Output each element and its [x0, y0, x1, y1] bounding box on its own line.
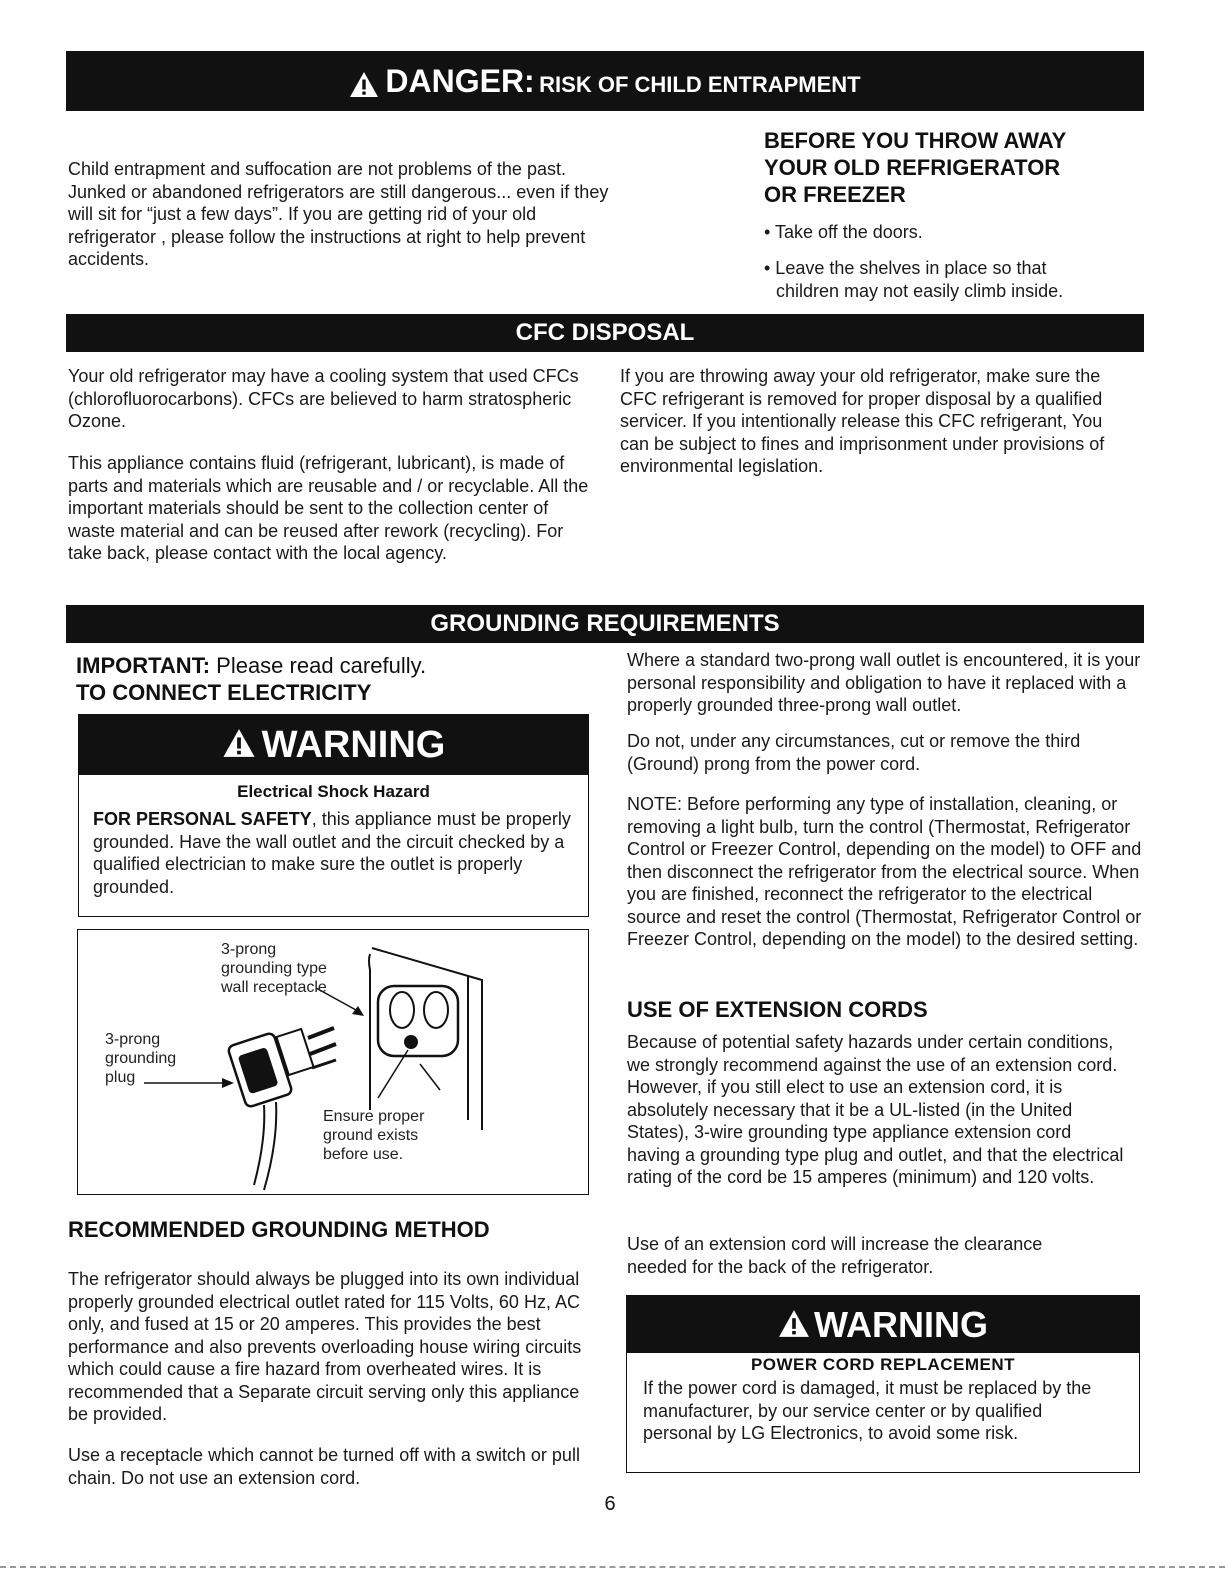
important-line: [76, 652, 426, 679]
bullet-leave-shelves-line-1: • Leave the shelves in place so that: [764, 258, 1047, 278]
power-cord-replacement-title: POWER CORD REPLACEMENT: [750, 1355, 1016, 1374]
receptacle-label: [221, 940, 327, 997]
cfc-left-paragraph-1: Your old refrigerator may have a cooling system that used CFCs (chlorofluorocarbons). CFCs are believed to harm stratospheric Ozone.: [68, 366, 579, 431]
warning-header: [79, 715, 588, 775]
grounding-banner: [66, 605, 1144, 643]
receptacle-label-line-2: grounding type: [221, 960, 327, 977]
warning-triangle-icon: [349, 71, 379, 98]
extension-paragraph-1: Because of potential safety hazards under certain conditions, we strongly recommend against the use of an extension cord. However, if you still elect to use an extension cord, it is absolutely necessary that it be a UL-listed (in the United States), 3-wire grounding type appliance extension cord having a grounding type plug and outlet, and that the electrical rating of the cord be 15 amperes (minimum) and 120 volts.: [627, 1032, 1124, 1187]
bullet-leave-shelves: [764, 257, 1164, 302]
cfc-left-paragraph-2: This appliance contains fluid (refrigerant, lubricant), is made of parts and materials which are reusable and / or recyclable. All the important materials should be sent to the collection center of waste material and can be reused after rework (recycling). For take back, please contact with the local agency.: [68, 453, 589, 563]
extension-cords-heading: USE OF EXTENSION CORDS: [627, 997, 928, 1022]
power-cord-replacement-text: If the power cord is damaged, it must be replaced by the manufacturer, by our service center or by qualified personal by LG Electronics, to avoid some risk.: [643, 1378, 1092, 1443]
important-text: Please read carefully.: [210, 653, 427, 678]
recommended-grounding-heading: RECOMMENDED GROUNDING METHOD: [68, 1217, 490, 1242]
cfc-disposal-banner: [66, 314, 1144, 352]
power-cord-warning-box: [626, 1295, 1140, 1473]
warning-triangle-icon: [778, 1309, 810, 1338]
receptacle-label-line-3: wall receptacle: [221, 979, 327, 996]
electrical-shock-warning-box: [78, 714, 589, 917]
before-title-line-3: OR FREEZER: [764, 182, 906, 207]
personal-safety-label: FOR PERSONAL SAFETY: [93, 809, 312, 829]
electrical-shock-hazard-title: Electrical Shock Hazard: [237, 782, 430, 801]
plug-label-line-3: plug: [105, 1069, 136, 1086]
two-prong-paragraph: Where a standard two-prong wall outlet is encountered, it is your personal responsibility and obligation to have it replaced with a properly grounded three-prong wall outlet.: [627, 650, 1141, 715]
danger-heading: [349, 63, 861, 99]
connect-electricity-heading: TO CONNECT ELECTRICITY: [76, 680, 372, 705]
plug-label-line-2: grounding: [105, 1050, 177, 1067]
page-number: 6: [604, 1493, 616, 1515]
receptacle-label-line-1: 3-prong: [221, 941, 277, 958]
danger-banner: [66, 51, 1144, 111]
ensure-ground-line-2: ground exists: [323, 1127, 419, 1144]
danger-subtitle: RISK OF CHILD ENTRAPMENT: [539, 72, 861, 97]
grounding-title: GROUNDING REQUIREMENTS: [430, 610, 780, 637]
important-label: IMPORTANT:: [76, 653, 211, 678]
before-throw-away-heading: [764, 127, 1184, 208]
method-paragraph-1: The refrigerator should always be plugged into its own individual properly grounded electrical outlet rated for 115 Volts, 60 Hz, AC only, and fused at 15 or 20 amperes. This provides the best performance and also prevents overloading house wiring circuits which could cause a fire hazard from overheated wires. It is recommended that a Separate circuit serving only this appliance be provided.: [68, 1269, 582, 1424]
danger-word: DANGER:: [385, 63, 535, 99]
warning-word-2: WARNING: [814, 1304, 988, 1345]
plug-label-line-1: 3-prong: [105, 1031, 161, 1048]
plug-label: [105, 1030, 176, 1087]
warning-header-2: [627, 1296, 1139, 1353]
outlet-figure-box: [77, 929, 589, 1195]
before-title-line-1: BEFORE YOU THROW AWAY: [764, 128, 1067, 153]
ensure-ground-line-3: before use.: [323, 1146, 404, 1163]
ensure-ground-label: [323, 1107, 424, 1164]
cfc-disposal-title: CFC DISPOSAL: [515, 319, 695, 346]
warning-word: WARNING: [261, 724, 446, 766]
note-paragraph: NOTE: Before performing any type of installation, cleaning, or removing a light bulb, turn the control (Thermostat, Refrigerator Control or Freezer Control, depending on the model) to OFF and then disconnect the refrigerator from the electrical source. When you are finished, reconnect the refrigerator to the electrical source and reset the control (Thermostat, Refrigerator Control or Freezer Control, depending on the model) to the desired setting.: [627, 794, 1142, 949]
personal-safety-body: , this appliance must be properly grounded. Have the wall outlet and the circuit checked by a qualified electrician to make sure the outlet is properly grounded.: [93, 809, 571, 897]
bullet-take-off-doors: • Take off the doors.: [764, 222, 923, 242]
cfc-right-paragraph: If you are throwing away your old refrigerator, make sure the CFC refrigerant is removed for proper disposal by a qualified servicer. If you intentionally release this CFC refrigerant, You can be subject to fines and imprisonment under provisions of environmental legislation.: [620, 366, 1105, 476]
ensure-ground-line-1: Ensure proper: [323, 1108, 425, 1125]
danger-intro-paragraph: Child entrapment and suffocation are not problems of the past. Junked or abandoned refrigerators are still dangerous... even if they will sit for “just a few days”. If you are getting rid of your old refrigerator , please follow the instructions at right to help prevent accidents.: [68, 159, 609, 269]
ground-prong-paragraph: Do not, under any circumstances, cut or remove the third (Ground) prong from the power cord.: [627, 731, 1081, 774]
method-paragraph-2: Use a receptacle which cannot be turned off with a switch or pull chain. Do not use an extension cord.: [68, 1445, 580, 1488]
warning-triangle-icon: [222, 728, 256, 758]
bullet-leave-shelves-line-2: children may not easily climb inside.: [776, 280, 1064, 301]
personal-safety-text: [79, 802, 588, 898]
bottom-dotted-rule: [0, 1566, 1225, 1568]
extension-paragraph-2: Use of an extension cord will increase the clearance needed for the back of the refrigerator.: [627, 1234, 1043, 1277]
before-title-line-2: YOUR OLD REFRIGERATOR: [764, 155, 1061, 180]
